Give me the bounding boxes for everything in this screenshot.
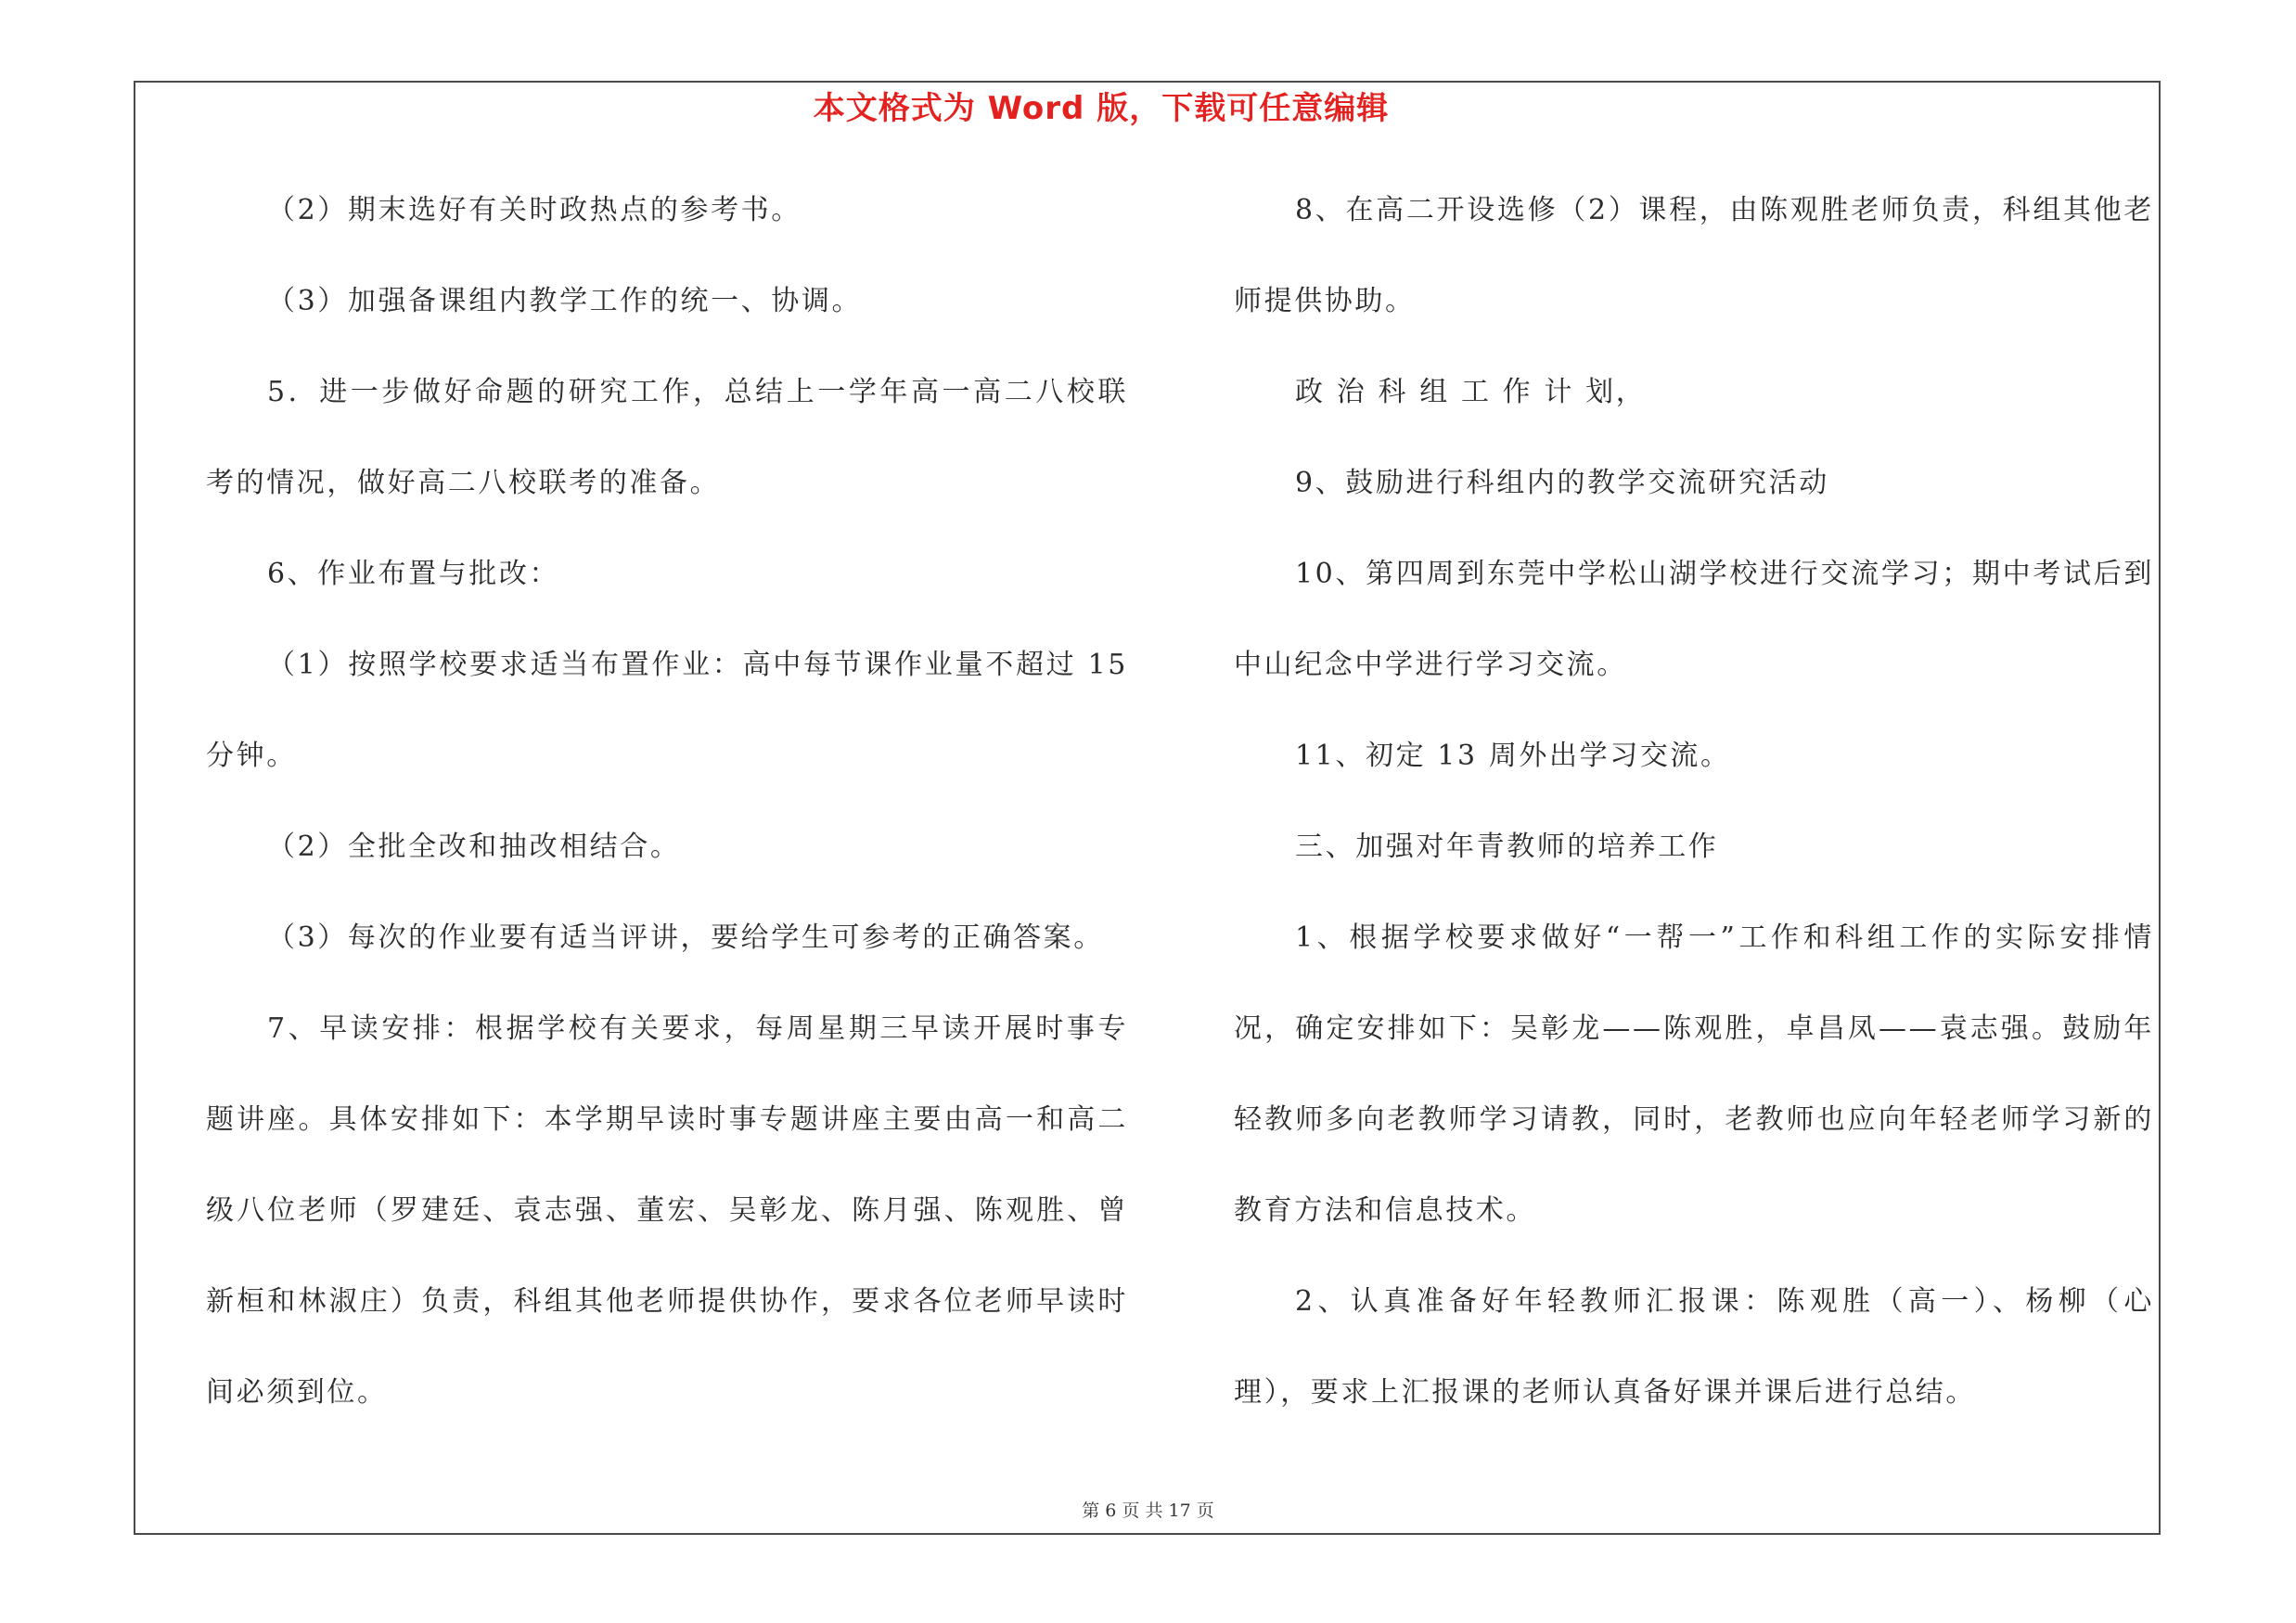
page-number: 第 6 页 共 17 页 bbox=[1082, 1501, 1214, 1521]
paragraph-line: 况，确定安排如下：吴彰龙——陈观胜，卓昌凤——袁志强。鼓励年 bbox=[1234, 1012, 2154, 1045]
format-notice: 本文格式为 Word 版，下载可任意编辑 bbox=[813, 90, 1390, 127]
paragraph-line: 分钟。 bbox=[206, 740, 297, 772]
paragraph bbox=[206, 893, 1128, 984]
paragraph-line: 题讲座。具体安排如下：本学期早读时事专题讲座主要由高一和高二 bbox=[206, 1103, 1128, 1136]
paragraph-line: 11、初定 13 周外出学习交流。 bbox=[1295, 740, 1731, 772]
paragraph-line: （2）期末选好有关时政热点的参考书。 bbox=[267, 194, 802, 226]
paragraph-line: 级八位老师（罗建廷、袁志强、董宏、吴彰龙、陈月强、陈观胜、曾 bbox=[206, 1194, 1128, 1227]
paragraph-line: 三、加强对年青教师的培养工作 bbox=[1295, 831, 1719, 863]
paragraph bbox=[1234, 893, 2154, 1256]
paragraph-line: （1）按照学校要求适当布置作业：高中每节课作业量不超过 15 bbox=[267, 649, 1128, 681]
paragraph-line: 考的情况，做好高二八校联考的准备。 bbox=[206, 467, 721, 499]
right-column bbox=[1234, 165, 2154, 1438]
paragraph-line: 8、在高二开设选修（2）课程，由陈观胜老师负责，科组其他老 bbox=[1295, 194, 2154, 226]
paragraph-line: 9、鼓励进行科组内的教学交流研究活动 bbox=[1295, 467, 1829, 499]
paragraph bbox=[206, 165, 1128, 256]
paragraph-line: （3）每次的作业要有适当评讲，要给学生可参考的正确答案。 bbox=[267, 921, 1104, 954]
paragraph-line: 7、早读安排：根据学校有关要求，每周星期三早读开展时事专 bbox=[267, 1012, 1128, 1045]
paragraph bbox=[206, 347, 1128, 529]
paragraph bbox=[206, 802, 1128, 893]
paragraph-line: 中山纪念中学进行学习交流。 bbox=[1234, 649, 1627, 681]
paragraph-line: 6、作业布置与批改： bbox=[267, 558, 560, 590]
paragraph-line: 教育方法和信息技术。 bbox=[1234, 1194, 1536, 1227]
paragraph-line: 理），要求上汇报课的老师认真备好课并课后进行总结。 bbox=[1234, 1376, 1976, 1409]
paragraph-line: 间必须到位。 bbox=[206, 1376, 388, 1409]
paragraph bbox=[1234, 1256, 2154, 1438]
paragraph bbox=[206, 620, 1128, 802]
paragraph-line: 新桓和林淑庄）负责，科组其他老师提供协作，要求各位老师早读时 bbox=[206, 1285, 1128, 1318]
paragraph-line: 1、根据学校要求做好“一帮一”工作和科组工作的实际安排情 bbox=[1295, 921, 2154, 954]
paragraph-line: （3）加强备课组内教学工作的统一、协调。 bbox=[267, 285, 863, 317]
left-column bbox=[206, 165, 1128, 1438]
paragraph bbox=[1234, 802, 2154, 893]
paragraph-line: 5．进一步做好命题的研究工作，总结上一学年高一高二八校联 bbox=[267, 376, 1128, 408]
paragraph-line: 2、认真准备好年轻教师汇报课：陈观胜（高一）、杨柳（心 bbox=[1295, 1285, 2154, 1318]
paragraph bbox=[206, 256, 1128, 347]
paragraph-line: 师提供协助。 bbox=[1234, 285, 1416, 317]
paragraph-line: 政 治 科 组 工 作 计 划， bbox=[1295, 376, 1647, 408]
paragraph-line: 10、第四周到东莞中学松山湖学校进行交流学习；期中考试后到 bbox=[1295, 558, 2154, 590]
paragraph-line: （2）全批全改和抽改相结合。 bbox=[267, 831, 681, 863]
paragraph bbox=[206, 984, 1128, 1438]
paragraph bbox=[1234, 711, 2154, 802]
paragraph-line: 轻教师多向老教师学习请教，同时，老教师也应向年轻老师学习新的 bbox=[1234, 1103, 2154, 1136]
paragraph bbox=[206, 529, 1128, 620]
paragraph bbox=[1234, 165, 2154, 347]
paragraph bbox=[1234, 529, 2154, 711]
paragraph bbox=[1234, 347, 2154, 438]
paragraph bbox=[1234, 438, 2154, 529]
